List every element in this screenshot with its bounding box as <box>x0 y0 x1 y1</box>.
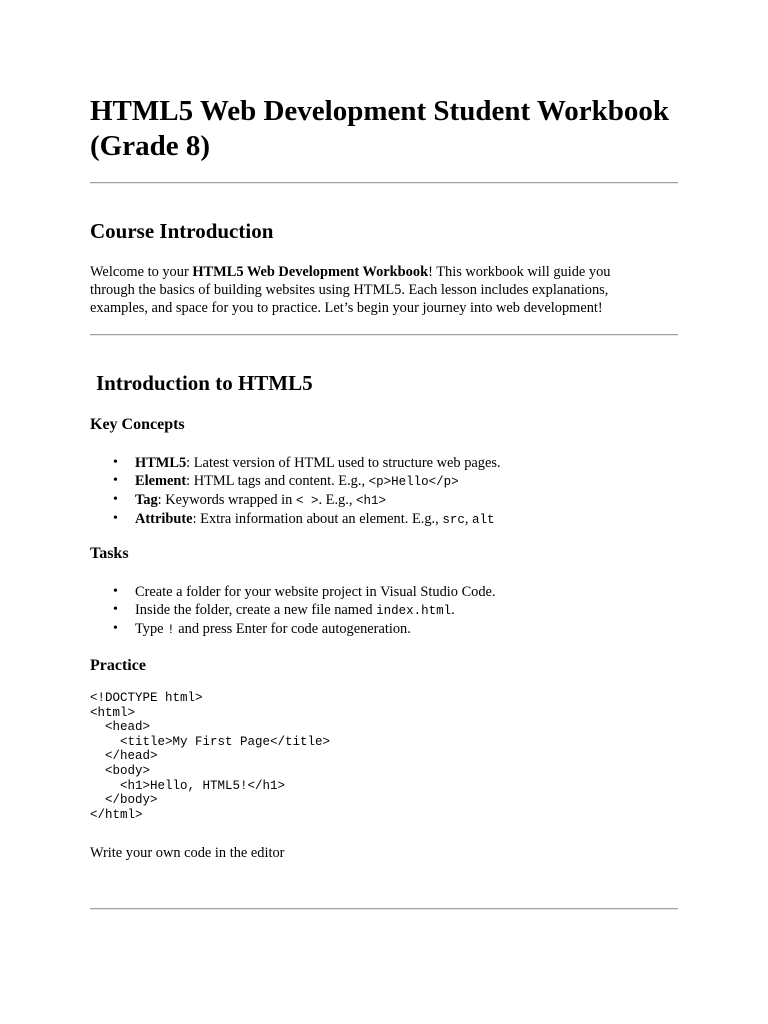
key-concepts-heading: Key Concepts <box>90 416 185 433</box>
list-item: • Create a folder for your website project in Visual Studio Code. <box>113 584 496 600</box>
key-concepts-list <box>90 454 678 529</box>
intro-text-bold: HTML5 Web Development Workbook <box>192 264 429 280</box>
list-item: • Type ! and press Enter for code autogeneration. <box>113 621 411 637</box>
divider-1 <box>90 182 678 184</box>
tasks-list <box>90 583 678 639</box>
intro-text-end: ! This workbook will guide you through the basics of building websites using HTML5. Each lesson includes explanations, examples, and space for you to practice. Let’s begin your journey into web development! <box>90 264 611 316</box>
lesson-heading: Introduction to HTML5 <box>96 371 313 395</box>
list-item: • Element: HTML tags and content. E.g., <p>Hello</p> <box>113 473 459 489</box>
intro-paragraph <box>90 263 650 317</box>
list-item: • Tag: Keywords wrapped in < >. E.g., <h1> <box>113 492 387 508</box>
bullet-icon: • <box>113 621 118 636</box>
bullet-icon: • <box>113 492 118 507</box>
bullet-icon: • <box>113 455 118 470</box>
divider-3 <box>90 908 678 910</box>
practice-note: Write your own code in the editor <box>90 845 285 861</box>
bullet-icon: • <box>113 602 118 617</box>
bullet-icon: • <box>113 511 118 526</box>
bullet-icon: • <box>113 584 118 599</box>
list-item: • Inside the folder, create a new file named index.html. <box>113 602 455 618</box>
practice-heading: Practice <box>90 657 146 674</box>
bullet-icon: • <box>113 473 118 488</box>
intro-text-start: Welcome to your <box>90 264 193 280</box>
tasks-heading: Tasks <box>90 545 129 562</box>
divider-2 <box>90 334 678 336</box>
practice-code-block: <!DOCTYPE html> <html> <head> <title>My First Page</title> </head> <body> <h1>Hello, HTML5!</h1> </body> </html> <box>90 691 331 822</box>
intro-heading: Course Introduction <box>90 219 274 243</box>
list-item: • Attribute: Extra information about an element. E.g., src, alt <box>113 511 495 527</box>
document-title: HTML5 Web Development Student Workbook (Grade 8) <box>90 95 670 162</box>
list-item: • HTML5: Latest version of HTML used to structure web pages. <box>113 455 501 471</box>
